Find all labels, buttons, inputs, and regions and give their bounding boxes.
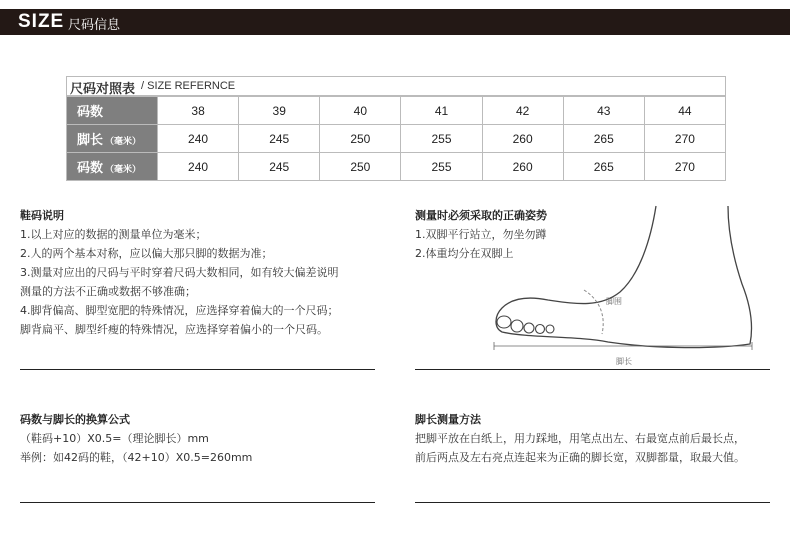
posture-title: 测量时必须采取的正确姿势 (415, 209, 547, 222)
size-table-title: 尺码对照表 (70, 82, 136, 97)
table-cell: 245 (239, 125, 320, 153)
shoe-note-line: 脚背扁平、脚型纤瘦的特殊情况，应选择穿着偏小的一个尺码。 (20, 323, 328, 336)
divider (20, 369, 375, 370)
shoe-note-line: 1.以上对应的数据的测量单位为毫米； (20, 228, 207, 241)
table-cell: 270 (644, 125, 725, 153)
row-label-text: 脚长 (77, 133, 104, 148)
header-bar (0, 9, 790, 35)
formula-line: 举例：如42码的鞋，（42+10）X0.5=260mm (20, 451, 253, 464)
method-text (415, 429, 745, 467)
table-cell: 260 (482, 153, 563, 181)
table-cell: 42 (482, 97, 563, 125)
shoe-note-line: 测量的方法不正确或数据不够准确； (20, 285, 196, 298)
foot-length-label: 脚长 (616, 357, 632, 366)
table-row (67, 125, 726, 153)
row-unit: （毫米） (105, 165, 142, 175)
shoe-notes-text (20, 225, 339, 339)
row-label (67, 153, 158, 181)
table-cell: 240 (158, 125, 239, 153)
table-cell: 255 (401, 153, 482, 181)
table-cell: 240 (158, 153, 239, 181)
table-cell: 44 (644, 97, 725, 125)
size-table-subtitle: / SIZE REFERNCE (141, 80, 236, 92)
table-cell: 250 (320, 125, 401, 153)
formula-line: （鞋码+10）X0.5=（理论脚长）mm (20, 432, 209, 445)
divider (20, 502, 375, 503)
row-label (67, 97, 158, 125)
posture-line: 2.体重均分在双脚上 (415, 247, 514, 260)
shoe-notes-title: 鞋码说明 (20, 209, 64, 222)
size-table-header (66, 76, 726, 96)
foot-width-label: 脚围 (606, 297, 622, 306)
formula-title: 码数与脚长的换算公式 (20, 413, 130, 426)
divider (415, 502, 770, 503)
row-label (67, 125, 158, 153)
foot-diagram (488, 204, 758, 374)
table-cell: 255 (401, 125, 482, 153)
row-unit: （毫米） (105, 137, 142, 147)
header-title: 尺码信息 (68, 18, 121, 33)
table-cell: 265 (563, 125, 644, 153)
shoe-note-line: 3.测量对应出的尺码与平时穿着尺码大数相同，如有较大偏差说明 (20, 266, 339, 279)
table-cell: 250 (320, 153, 401, 181)
size-table (66, 96, 726, 181)
size-label: SIZE (18, 11, 65, 32)
table-row (67, 153, 726, 181)
method-line: 把脚平放在白纸上，用力踩地，用笔点出左、右最宽点前后最长点， (415, 432, 745, 445)
row-label-text: 码数 (77, 161, 104, 176)
table-cell: 265 (563, 153, 644, 181)
table-cell: 39 (239, 97, 320, 125)
formula-text (20, 429, 252, 467)
table-cell: 41 (401, 97, 482, 125)
table-cell: 43 (563, 97, 644, 125)
table-cell: 245 (239, 153, 320, 181)
method-line: 前后两点及左右亮点连起来为正确的脚长宽，双脚都量，取最大值。 (415, 451, 745, 464)
divider (415, 369, 770, 370)
shoe-note-line: 2.人的两个基本对称，应以偏大那只脚的数据为准； (20, 247, 273, 260)
table-cell: 260 (482, 125, 563, 153)
posture-line: 1.双脚平行站立，勿坐勿蹲 (415, 228, 547, 241)
shoe-note-line: 4.脚背偏高、脚型宽肥的特殊情况，应选择穿着偏大的一个尺码； (20, 304, 339, 317)
table-cell: 40 (320, 97, 401, 125)
table-cell: 270 (644, 153, 725, 181)
method-title: 脚长测量方法 (415, 413, 481, 426)
table-cell: 38 (158, 97, 239, 125)
table-row (67, 97, 726, 125)
row-label-text: 码数 (77, 105, 104, 120)
